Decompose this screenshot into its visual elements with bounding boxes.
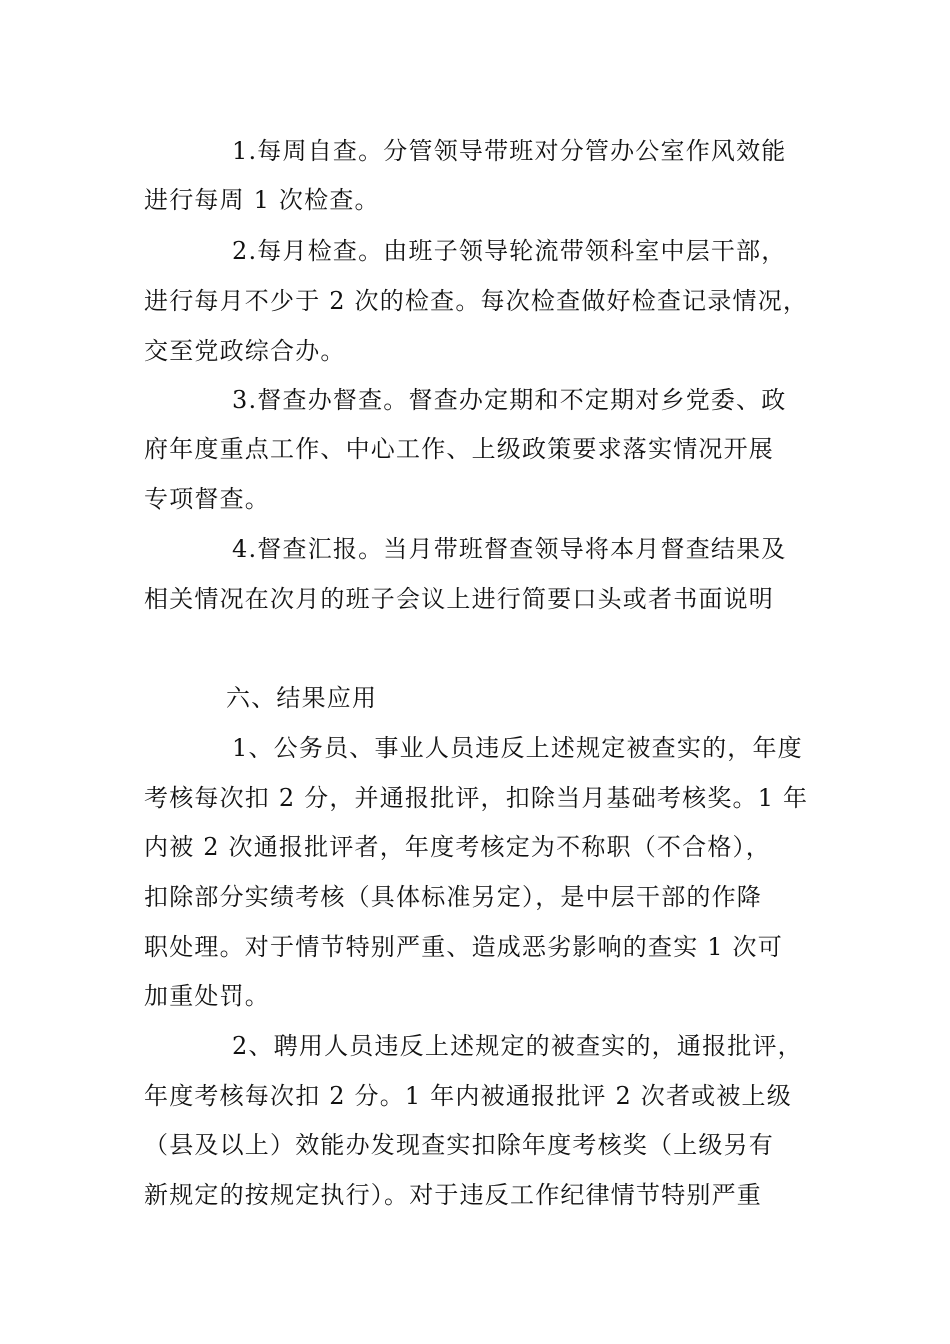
paragraph-3-line-2: 府年度重点工作、中心工作、上级政策要求落实情况开展 (144, 435, 774, 463)
paragraph-5-line-1: 1、公务员、事业人员违反上述规定被查实的，年度 (232, 734, 803, 762)
section-heading: 六、结果应用 (226, 684, 378, 712)
paragraph-6-line-4: 新规定的按规定执行）。对于违反工作纪律情节特别严重 (144, 1181, 762, 1209)
paragraph-3-line-3: 专项督查。 (144, 485, 270, 513)
paragraph-4-line-1: 4.督查汇报。当月带班督查领导将本月督查结果及 (232, 535, 787, 563)
paragraph-2-line-1: 2.每月检查。由班子领导轮流带领科室中层干部， (232, 237, 787, 265)
paragraph-6-line-1: 2、聘用人员违反上述规定的被查实的，通报批评， (232, 1032, 803, 1060)
paragraph-5-line-4: 扣除部分实绩考核（具体标准另定），是中层干部的作降 (144, 883, 762, 911)
paragraph-5-line-3: 内被 2 次通报批评者，年度考核定为不称职（不合格）， (144, 833, 771, 861)
paragraph-1-line-2: 进行每周 1 次检查。 (144, 186, 380, 214)
paragraph-3-line-1: 3.督查办督查。督查办定期和不定期对乡党委、政 (232, 386, 787, 414)
paragraph-6-line-3: （县及以上）效能办发现查实扣除年度考核奖（上级另有 (144, 1131, 774, 1159)
paragraph-1-line-1: 1.每周自查。分管领导带班对分管办公室作风效能 (232, 137, 787, 165)
paragraph-5-line-2: 考核每次扣 2 分，并通报批评，扣除当月基础考核奖。1 年 (144, 784, 809, 812)
paragraph-2-line-2: 进行每月不少于 2 次的检查。每次检查做好检查记录情况， (144, 287, 809, 315)
paragraph-2-line-3: 交至党政综合办。 (144, 337, 346, 365)
paragraph-5-line-5: 职处理。对于情节特别严重、造成恶劣影响的查实 1 次可 (144, 933, 783, 961)
paragraph-5-line-6: 加重处罚。 (144, 982, 270, 1010)
paragraph-6-line-2: 年度考核每次扣 2 分。1 年内被通报批评 2 次者或被上级 (144, 1082, 792, 1110)
paragraph-4-line-2: 相关情况在次月的班子会议上进行简要口头或者书面说明 (144, 585, 774, 613)
